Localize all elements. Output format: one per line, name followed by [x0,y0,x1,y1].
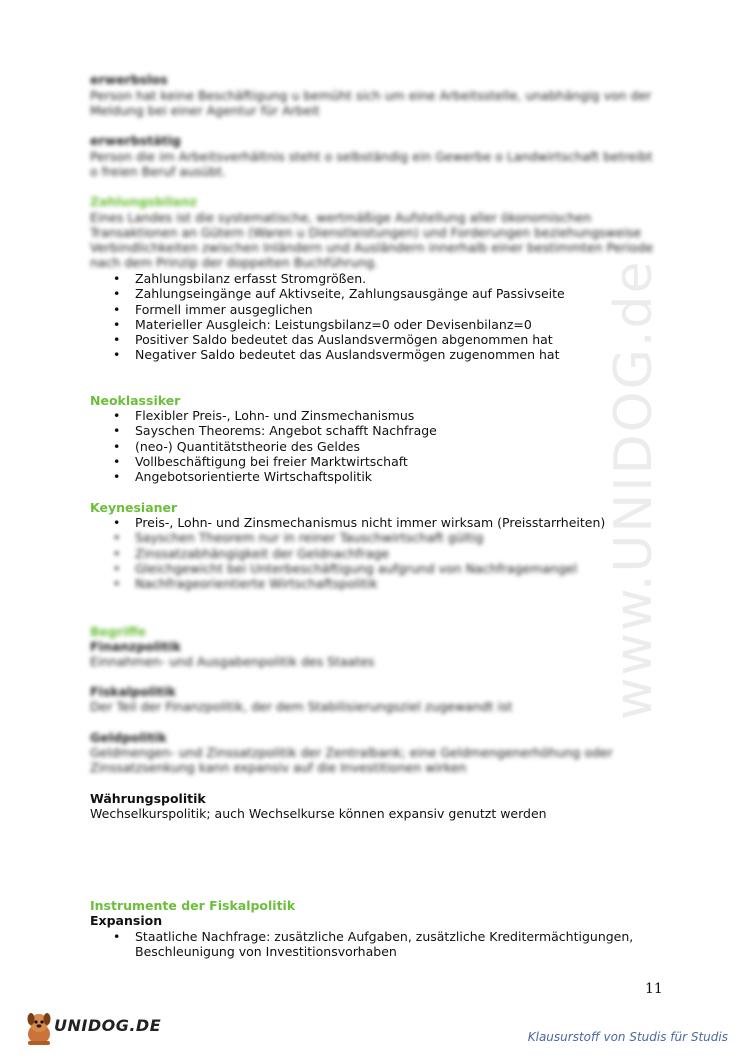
term-erwerbslos-body-2: Meldung bei einer Agentur für Arbeit [90,103,320,118]
list-item: • Zahlungsbilanz erfasst Stromgrößen. [113,271,565,286]
list-item: • Formell immer ausgeglichen [113,302,565,317]
list-item: • Angebotsorientierte Wirtschaftspolitik [113,469,437,484]
list-item: • (neo-) Quantitätstheorie des Geldes [113,439,437,454]
term-geldpolitik: Geldpolitik [90,730,167,745]
list-item: • Negativer Saldo bedeutet das Auslandsvermögen zugenommen hat [113,347,565,362]
list-item: • Flexibler Preis-, Lohn- und Zinsmechanismus [113,408,437,423]
zahlungsbilanz-body-1: Eines Landes ist die systematische, wertmäßige Aufstellung aller ökonomischen [90,210,592,225]
fiskalpolitik-body: Der Teil der Finanzpolitik, der dem Stabilisierungsziel zugewandt ist [90,699,513,714]
geldpolitik-body-2: Zinssatzsenkung kann expansiv auf die Investitionen wirken [90,760,467,775]
expansion-list [113,929,633,960]
list-item: • Positiver Saldo bedeutet das Auslandsvermögen abgenommen hat [113,332,565,347]
list-item: • Gleichgewicht bei Unterbeschäftigung aufgrund von Nachfragemangel [113,561,605,576]
list-item: • Nachfrageorientierte Wirtschaftspolitik [113,576,605,591]
list-item [113,929,633,960]
list-item: • Sayschen Theorems: Angebot schafft Nachfrage [113,423,437,438]
term-erwerbslos-body-1: Person hat keine Beschäftigung u bemüht sich um eine Arbeitsstelle, unabhängig von der [90,88,652,103]
list-item: • Preis-, Lohn- und Zinsmechanismus nicht immer wirksam (Preisstarrheiten) [113,515,605,530]
term-fiskalpolitik: Fiskalpolitik [90,684,176,699]
watermark: www.UNIDOG.de [604,259,664,720]
zahlungsbilanz-body-2: Transaktionen an Gütern (Waren u Dienstleistungen) und Forderungen beziehungsweise [90,225,642,240]
heading-keynesianer: Keynesianer [90,500,178,515]
keynesianer-list [113,515,605,591]
zahlungsbilanz-body-4: nach dem Prinzip der doppelten Buchführung. [90,255,379,270]
zahlungsbilanz-body-3: Verbindlichkeiten zwischen Inländern und Ausländern innerhalb einer bestimmten Periode [90,240,654,255]
list-item: • Sayschen Theorem nur in reiner Tauschwirtschaft gültig [113,530,605,545]
list-item-line-1: Staatliche Nachfrage: zusätzliche Aufgaben, zusätzliche Kreditermächtigungen, [135,929,634,944]
term-erwerbstaetig-body-2: o freien Beruf ausübt. [90,164,227,179]
geldpolitik-body-1: Geldmengen- und Zinssatzpolitik der Zentralbank; eine Geldmengenerhöhung oder [90,745,613,760]
term-finanzpolitik: Finanzpolitik [90,639,182,654]
list-item: • Zinssatzabhängigkeit der Geldnachfrage [113,546,605,561]
list-item: • Materieller Ausgleich: Leistungsbilanz=0 oder Devisenbilanz=0 [113,317,565,332]
heading-begriffe: Begriffe [90,624,147,639]
list-item: • Vollbeschäftigung bei freier Marktwirtschaft [113,454,437,469]
page-number: 11 [645,981,663,997]
waehrungspolitik-body: Wechselkurspolitik; auch Wechselkurse können expansiv genutzt werden [90,806,547,821]
footer-tagline: Klausurstoff von Studis für Studis [527,1030,728,1044]
term-waehrungspolitik: Währungspolitik [90,791,206,806]
heading-neoklassiker: Neoklassiker [90,393,181,408]
logo-text: UNIDOG.DE [54,1016,162,1035]
zahlungsbilanz-list [113,271,565,363]
list-item-line-2: Beschleunigung von Investitionsvorhaben [135,944,397,960]
term-erwerbslos: erwerbslos [90,72,168,87]
dog-mascot-icon [22,1010,56,1046]
neoklassiker-list [113,408,437,484]
unidog-logo [22,1010,162,1046]
term-erwerbstaetig: erwerbstätig [90,133,181,148]
term-erwerbstaetig-body-1: Person die im Arbeitsverhältnis steht o selbständig ein Gewerbe o Landwirtschaft betreibt [90,149,653,164]
subheading-expansion: Expansion [90,913,163,928]
heading-instrumente-fiskalpolitik: Instrumente der Fiskalpolitik [90,898,296,913]
term-zahlungsbilanz: Zahlungsbilanz [90,194,197,209]
finanzpolitik-body: Einnahmen- und Ausgabenpolitik des Staates [90,654,375,669]
list-item: • Zahlungseingänge auf Aktivseite, Zahlungsausgänge auf Passivseite [113,286,565,301]
